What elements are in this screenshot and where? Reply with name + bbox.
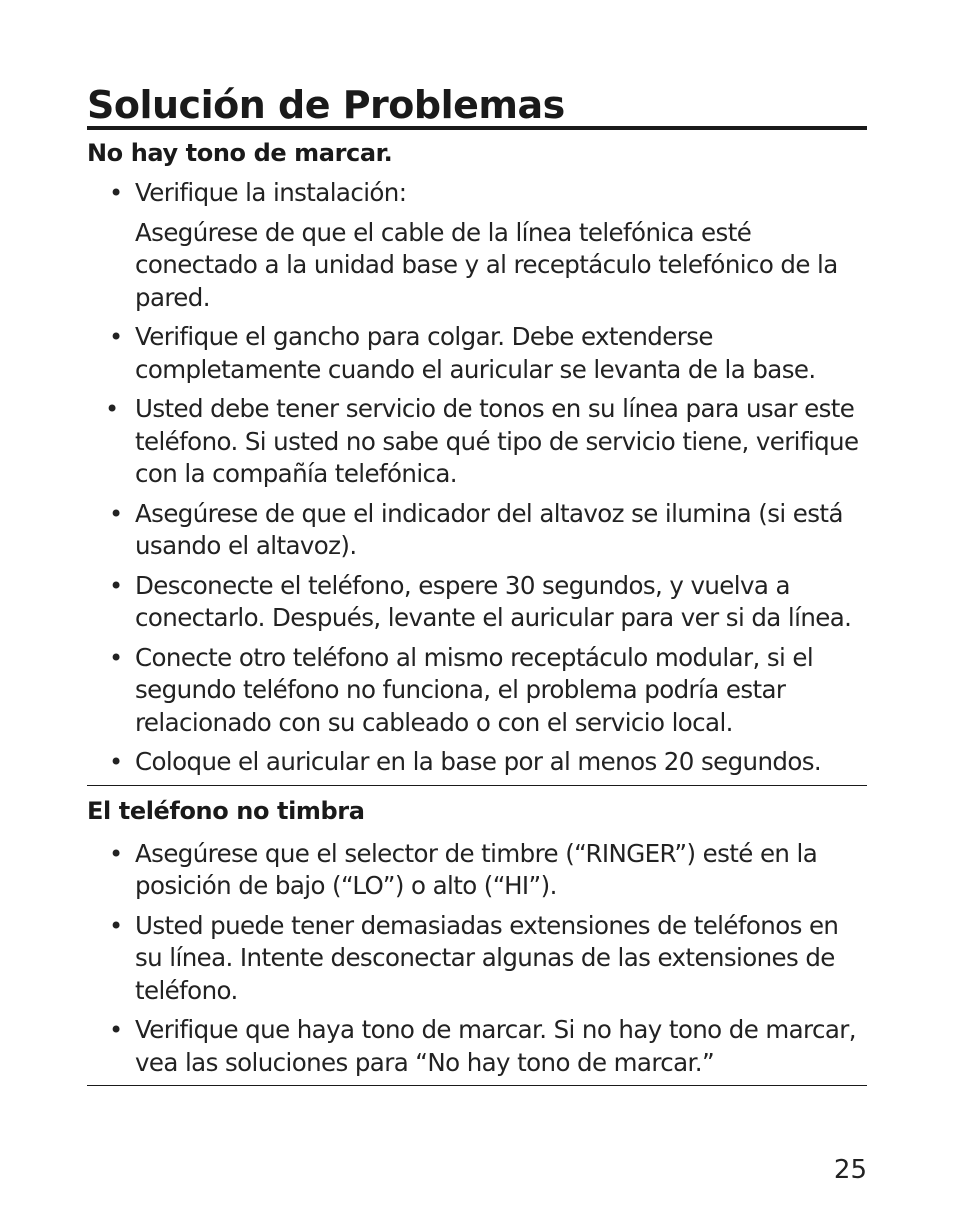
bullet-icon: • [109, 499, 123, 528]
bullet-icon: • [109, 323, 123, 351]
list-item-text: Asegúrese que el selector de timbre (“RINGER”) esté en la posición de bajo (“LO”) o alto (“HI”). [135, 838, 818, 900]
list-item [87, 910, 867, 1008]
bullet-icon: • [109, 571, 123, 600]
section-divider [87, 1085, 867, 1086]
list-item-text: Usted puede tener demasiadas extensiones de teléfonos en su línea. Intente desconectar algunas de las extensiones de teléfono. [135, 910, 839, 1005]
list-item-text: Usted debe tener servicio de tonos en su línea para usar este teléfono. Si usted no sabe qué tipo de servicio tiene, verifique con la compañía telefónica. [135, 394, 859, 488]
list-item-text: Verifique el gancho para colgar. Debe extenderse completamente cuando el auricular se levanta de la base. [135, 322, 816, 384]
list-item-text: Coloque el auricular en la base por al menos 20 segundos. [135, 747, 822, 776]
page-number: 25 [833, 1155, 867, 1185]
bullet-icon: • [109, 839, 123, 868]
list-item-text: Verifique la instalación: [135, 178, 407, 207]
list-item-text: Verifique que haya tono de marcar. Si no hay tono de marcar, vea las soluciones para “No hay tono de marcar.” [135, 1015, 856, 1077]
section-heading: El teléfono no timbra [87, 796, 365, 825]
troubleshooting-list [87, 838, 867, 1080]
bullet-icon: • [109, 748, 123, 776]
section-no-dial-tone [87, 138, 867, 786]
list-item-text: Conecte otro teléfono al mismo receptáculo modular, si el segundo teléfono no funciona, el problema podría estar relacionado con su cableado o con el servicio local. [135, 642, 814, 737]
list-item [87, 838, 867, 903]
bullet-icon: • [105, 395, 119, 423]
troubleshooting-list [87, 177, 867, 779]
manual-page [87, 84, 867, 1086]
list-item-text: Desconecte el teléfono, espere 30 segundos, y vuelva a conectarlo. Después, levante el auricular para ver si da línea. [135, 570, 852, 632]
list-item [87, 498, 867, 563]
list-item [87, 746, 867, 779]
list-item-subtext: Asegúrese de que el cable de la línea telefónica esté conectado a la unidad base y al receptáculo telefónico de la pared. [135, 217, 838, 312]
bullet-icon: • [109, 179, 123, 207]
section-heading: No hay tono de marcar. [87, 139, 393, 167]
section-no-ring [87, 796, 867, 1087]
page-title: Solución de Problemas [87, 84, 867, 130]
list-item [87, 177, 867, 314]
list-item [87, 321, 867, 386]
bullet-icon: • [109, 911, 123, 940]
list-item [87, 570, 867, 635]
list-item [87, 642, 867, 740]
list-item [87, 393, 867, 491]
bullet-icon: • [109, 1016, 123, 1044]
bullet-icon: • [109, 643, 123, 672]
section-divider [87, 785, 867, 786]
list-item-text: Asegúrese de que el indicador del altavoz se ilumina (si está usando el altavoz). [135, 498, 843, 560]
list-item [87, 1014, 867, 1079]
